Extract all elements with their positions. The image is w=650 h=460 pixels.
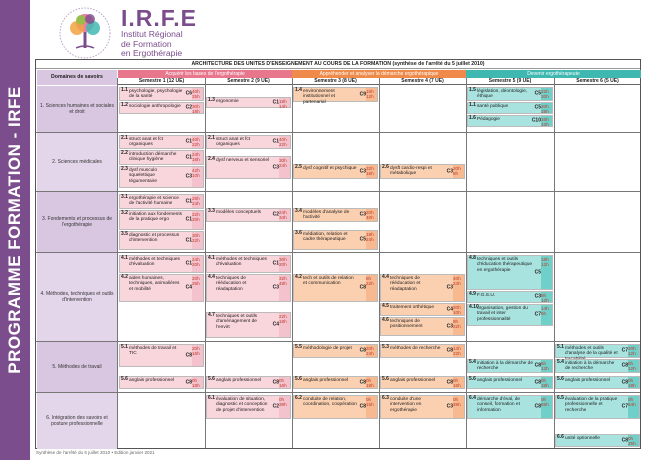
footer-note: Synthèse de l'arrêté du 5 juillet 2010 • Edition janvier 2021 xyxy=(36,450,155,455)
ue-cell xyxy=(119,150,204,165)
ue-competence-code: C2 xyxy=(185,104,192,111)
ue-title: anglais professionnel xyxy=(129,378,175,383)
ue-cell xyxy=(293,344,378,358)
ue-id: 3.1 xyxy=(121,194,128,200)
band-demarche: Appréhender et analyser la démarche ergothérapique xyxy=(292,70,466,78)
ue-hours: 30h 20h xyxy=(279,257,287,268)
ue-competence-code: C8 xyxy=(359,378,366,385)
ue-cell xyxy=(119,135,204,149)
row-separator xyxy=(36,191,640,192)
row-separator xyxy=(36,341,640,342)
ue-id: 1.4 xyxy=(295,87,302,93)
ue-cell xyxy=(293,376,378,389)
ue-title: méthodes de recherche xyxy=(390,346,441,351)
ue-competence-code: C8 xyxy=(359,284,366,291)
ue-hours: 16h 12h xyxy=(366,89,374,100)
ue-title: techniques de positionnement xyxy=(390,319,423,330)
ue-competence-code: C8 xyxy=(185,378,192,385)
ue-id: 5.1 xyxy=(121,344,128,350)
ue-title: méthodologie de projet xyxy=(303,346,352,351)
ue-competence-code: C2 xyxy=(272,211,279,218)
ue-cell xyxy=(467,291,553,303)
ue-title: struct anat et fct organiques xyxy=(129,137,164,148)
ue-cell xyxy=(555,376,640,389)
ue-cell xyxy=(380,274,465,302)
ue-id: 5.6 xyxy=(121,376,128,382)
ue-title: législation, déontologie, éthique xyxy=(477,89,528,100)
ue-id: 2.6 xyxy=(382,164,389,170)
ue-cell xyxy=(380,376,465,389)
ue-cell xyxy=(467,304,553,326)
ue-cell xyxy=(467,376,553,389)
ue-competence-code: C9 xyxy=(359,90,366,97)
ue-id: 1.2 xyxy=(121,102,128,108)
ue-cell xyxy=(555,395,640,419)
ue-hours: 22h 20h xyxy=(192,212,200,223)
ue-title: dysf nerveux et sensoriel xyxy=(216,158,270,163)
ue-cell xyxy=(555,344,640,358)
ue-id: 3.6 xyxy=(295,230,302,236)
ue-id: 4.7 xyxy=(208,312,215,318)
ue-hours: 14h 22h xyxy=(453,346,461,357)
ue-title: environnement institutionnel et partenarial xyxy=(303,89,335,105)
ue-competence-code: C3 xyxy=(185,173,192,180)
ue-title: sociologie anthropologie xyxy=(129,104,181,109)
ue-title: ergothérapie et science de l'activité humaine xyxy=(129,196,179,207)
ue-hours: 8h 12h xyxy=(628,361,636,372)
column-separator xyxy=(292,78,293,448)
ue-id: 5.5 xyxy=(295,344,302,350)
ue-cell xyxy=(119,166,204,188)
ue-title: traitement orthétique xyxy=(390,305,434,310)
ue-id: 6.5 xyxy=(557,395,564,401)
ue-cell xyxy=(293,395,378,419)
ue-hours: 32h 48h xyxy=(279,276,287,287)
ue-title: anglais professionnel xyxy=(565,378,611,383)
ue-competence-code: C8 xyxy=(534,403,541,410)
ue-hours: 8h 22h xyxy=(453,319,461,330)
ue-id: 3.3 xyxy=(208,208,215,214)
ue-cell xyxy=(380,317,465,336)
ue-hours: 0h 18h xyxy=(541,378,549,389)
row-separator xyxy=(36,132,640,133)
ue-title: initiation à la démarche de recherche xyxy=(477,361,533,372)
ue-cell xyxy=(119,255,204,273)
ue-cell xyxy=(206,135,291,149)
ue-cell xyxy=(206,312,291,338)
ue-id: 4.1 xyxy=(121,255,128,261)
ue-competence-code: C8 xyxy=(534,378,541,385)
semester-5-header: Semestre 5 (9 UE) xyxy=(466,78,554,85)
ue-id: 1.6 xyxy=(469,115,476,121)
ue-id: 3.2 xyxy=(121,210,128,216)
ue-hours: 20h 24h xyxy=(366,346,374,357)
semester-1-header: Semestre 1 (12 UE) xyxy=(118,78,205,85)
row-separator xyxy=(36,252,640,253)
ue-id: 4.4 xyxy=(382,274,389,280)
ue-competence-code: C1 xyxy=(185,216,192,223)
ue-competence-code: C1 xyxy=(185,260,192,267)
ue-id: 5.1 xyxy=(557,344,564,350)
ue-cell xyxy=(380,344,465,358)
ue-competence-code: C3 xyxy=(359,167,366,174)
ue-id: 2.1 xyxy=(208,135,215,141)
ue-cell xyxy=(467,87,553,101)
ue-competence-code: C4 xyxy=(446,305,453,312)
ue-title: modèles d'analyse de l'activité xyxy=(303,210,350,221)
ue-hours: 40h 24h xyxy=(453,276,461,287)
ue-competence-code: C3 xyxy=(446,284,453,291)
ue-competence-code: C10 xyxy=(531,117,541,124)
ue-cell xyxy=(119,376,204,389)
ue-hours: 40h 22h xyxy=(192,137,200,148)
ue-id: 1.1 xyxy=(121,87,128,93)
ue-hours: 42h 10h xyxy=(192,168,200,179)
tree-logo-icon xyxy=(58,6,112,60)
ue-competence-code: C5 xyxy=(534,268,541,275)
domains-header: Domaines de savoirs xyxy=(37,70,117,85)
ue-competence-code: C8 xyxy=(446,378,453,385)
ue-cell xyxy=(555,359,640,373)
ue-title: anglais professionnel xyxy=(216,378,262,383)
domain-2: 2. Sciences médicales xyxy=(37,133,117,191)
ue-hours: 0h 39h xyxy=(453,397,461,408)
ue-hours: 24h 16h xyxy=(192,152,200,163)
ue-title: tech et outils de relation et communication xyxy=(303,276,354,287)
ue-id: 4.8 xyxy=(469,255,476,261)
brand-line-3: en Ergothérapie xyxy=(121,48,183,58)
ue-hours: 16h 12h xyxy=(541,117,549,128)
ue-title: méthodes et outils d'analyse de la qualité et xyxy=(565,346,618,357)
ue-hours: 24h 20h xyxy=(192,257,200,268)
ue-competence-code: C1 xyxy=(185,236,192,243)
table-title: ARCHITECTURE DES UNITES D'ENSEIGNEMENT AU COURS DE LA FORMATION (synthèse de l'arrêté du 5 juillet 2010) xyxy=(36,60,640,69)
ue-id: 2.3 xyxy=(121,166,128,172)
ue-hours: 32h 16h xyxy=(366,166,374,177)
semester-3-header: Semestre 3 (8 UE) xyxy=(292,78,379,85)
ue-hours: 18h 24h xyxy=(366,232,374,243)
ue-title: méthodes de travail et TIC xyxy=(129,346,177,357)
ue-cell xyxy=(206,97,291,108)
ue-hours: 20h 10h xyxy=(453,305,461,316)
brand-line-2: de Formation xyxy=(121,38,172,49)
ue-competence-code: C7 xyxy=(621,403,628,410)
ue-id: 5.6 xyxy=(382,376,389,382)
ue-competence-code: C7 xyxy=(621,347,628,354)
ue-id: 2.2 xyxy=(121,150,128,156)
ue-competence-code: C5 xyxy=(534,104,541,111)
ue-competence-code: C3 xyxy=(534,293,541,300)
ue-id: 4.9 xyxy=(469,291,476,297)
brand-line-1: Institut Régional xyxy=(121,29,183,39)
vertical-title-band xyxy=(0,0,30,460)
column-separator xyxy=(379,78,380,448)
domain-6: 6. Intégration des savoirs et posture professionnelle xyxy=(37,393,117,449)
ue-hours: 0h 55h xyxy=(541,397,549,408)
ue-title: évaluation de situation, diagnostic et conception de projet d'intervention xyxy=(216,397,268,413)
ue-id: 2.5 xyxy=(295,164,302,170)
ue-competence-code: C1 xyxy=(272,98,279,105)
column-separator xyxy=(117,78,118,448)
ue-cell xyxy=(206,376,291,389)
ue-competence-code: C8 xyxy=(621,362,628,369)
ue-cell xyxy=(119,231,204,250)
ue-id: 4.2 xyxy=(121,274,128,280)
ue-title: unité optionnelle xyxy=(565,436,600,441)
band-bases: Acquérir les bases de l'ergothérapie xyxy=(118,70,292,78)
ue-title: psychologie, psychologie de la santé xyxy=(129,89,183,100)
ue-hours: 0h 18h xyxy=(366,378,374,389)
ue-title: dysf musculo squelettique tégumentaire xyxy=(129,168,157,184)
ue-competence-code: C4 xyxy=(272,321,279,328)
ue-hours: 40h 25h xyxy=(192,89,200,100)
ue-title: ergonomie xyxy=(216,99,239,104)
ue-id: 5.6 xyxy=(469,376,476,382)
ue-cell xyxy=(293,230,378,250)
ue-competence-code: C8 xyxy=(272,378,279,385)
ue-title: F.G.S.U. xyxy=(477,293,496,298)
ue-competence-code: C3 xyxy=(272,163,279,170)
ue-hours: 14h 6h xyxy=(541,306,549,317)
ue-title: anglais professionnel xyxy=(477,378,523,383)
ue-cell xyxy=(293,208,378,222)
row-separator xyxy=(36,392,640,393)
ue-title: aides humaines, techniques, animalières et mobilité xyxy=(129,276,180,292)
ue-title: modèles conceptuels xyxy=(216,210,262,215)
ue-hours: 20h 15h xyxy=(541,104,549,115)
ue-competence-code: C3 xyxy=(272,284,279,291)
ue-competence-code: C3 xyxy=(446,167,453,174)
ue-cell xyxy=(380,164,465,179)
ue-id: 4.6 xyxy=(382,317,389,323)
ue-id: 2.4 xyxy=(208,156,215,162)
ue-competence-code: C1 xyxy=(185,138,192,145)
domain-5: 5. Méthodes de travail xyxy=(37,342,117,392)
curriculum-table xyxy=(35,59,641,449)
ue-cell xyxy=(293,274,378,302)
ue-title: démarche d'éval, de conseil, formation et information xyxy=(477,397,521,413)
ue-id: 5.3 xyxy=(382,344,389,350)
ue-hours: 20h 16h xyxy=(192,346,200,357)
ue-title: anglais professionnel xyxy=(303,378,349,383)
ue-title: techniques et outils d'aménagement de l'envirt xyxy=(216,314,258,330)
ue-competence-code: C2 xyxy=(272,403,279,410)
ue-competence-code: C6 xyxy=(185,90,192,97)
ue-hours: 30h 22h xyxy=(192,233,200,244)
ue-id: 6.1 xyxy=(208,395,215,401)
ue-hours: 20h 12h xyxy=(628,346,636,357)
vertical-title: PROGRAMME FORMATION - IRFE xyxy=(5,86,24,374)
ue-title: techniques et outils d'éducation thérapeutique en ergothérapie xyxy=(477,257,533,273)
band-devenir: Devenir ergothérapeute xyxy=(466,70,641,78)
ue-cell xyxy=(555,434,640,447)
ue-hours: 0h 18h xyxy=(628,378,636,389)
ue-hours: 0h 25h xyxy=(628,436,636,447)
domain-3: 3. Fondements et processus de l'ergothérapie xyxy=(37,192,117,252)
ue-hours: 18h 12h xyxy=(541,257,549,268)
ue-title: conduite d'une intervention en ergothérapie xyxy=(390,397,422,413)
ue-hours: 40h 22h xyxy=(279,137,287,148)
ue-hours: 0h 16h xyxy=(453,378,461,389)
ue-cell xyxy=(206,255,291,273)
ue-id: 6.3 xyxy=(382,395,389,401)
ue-cell xyxy=(467,395,553,419)
ue-id: 6.2 xyxy=(295,395,302,401)
domain-1: 1. Sciences humaines et sociales et droit xyxy=(37,86,117,132)
ue-title: évaluation de la pratique professionnelle et recherche xyxy=(565,397,618,413)
ue-cell xyxy=(119,344,204,367)
ue-hours: 8h 22h xyxy=(366,276,374,287)
ue-hours: 20h 40h xyxy=(366,210,374,221)
ue-cell xyxy=(467,359,553,373)
ue-cell xyxy=(467,115,553,127)
ue-title: médiation, relation et cadre thérapeutique xyxy=(303,232,348,243)
ue-competence-code: C4 xyxy=(185,284,192,291)
ue-competence-code: C8 xyxy=(185,351,192,358)
ue-cell xyxy=(119,87,204,101)
ue-cell xyxy=(119,210,204,230)
ue-hours: 18h 14h xyxy=(279,99,287,110)
ue-title: santé publique xyxy=(477,104,509,109)
ue-id: 6.4 xyxy=(469,395,476,401)
ue-title: initiation à la démarche de recherche xyxy=(565,361,615,372)
ue-competence-code: C3 xyxy=(446,322,453,329)
ue-competence-code: C1 xyxy=(272,260,279,267)
ue-cell xyxy=(206,274,291,302)
ue-title: méthodes et techniques d'évaluation xyxy=(129,257,180,268)
ue-hours: 0h 15h xyxy=(366,397,374,408)
ue-title: organisation, gestion du travail et inter professionnalité xyxy=(477,306,528,322)
ue-hours: 30h 18h xyxy=(192,104,200,115)
ue-id: 3.4 xyxy=(295,208,302,214)
semester-2-header: Semestre 2 (9 UE) xyxy=(205,78,292,85)
brand-acronym: I.R.F.E xyxy=(121,5,198,31)
semester-6-header: Semestre 6 (5 UE) xyxy=(554,78,641,85)
ue-cell xyxy=(206,395,291,419)
ue-hours: 0h 18h xyxy=(192,378,200,389)
ue-id: 5.6 xyxy=(208,376,215,382)
ue-cell xyxy=(467,255,553,290)
ue-title: introduction démarche clinique hygiène xyxy=(129,152,177,163)
ue-title: techniques de rééducation et réadaptation xyxy=(390,276,421,292)
ue-cell xyxy=(293,164,378,179)
ue-title: techniques de rééducation et réadaptation xyxy=(216,276,247,292)
ue-competence-code: C1 xyxy=(185,197,192,204)
ue-title: Pédagogie xyxy=(477,117,500,122)
ue-id: 4.5 xyxy=(382,303,389,309)
ue-title: anglais professionnel xyxy=(390,378,436,383)
ue-id: 5.4 xyxy=(469,359,476,365)
ue-id: 1.5 xyxy=(469,87,476,93)
ue-hours: 30h 24h xyxy=(279,158,287,169)
ue-competence-code: C8 xyxy=(621,436,628,443)
ue-id: 5.4 xyxy=(557,359,564,365)
ue-id: 1.1 xyxy=(469,102,476,108)
ue-cell xyxy=(119,194,204,209)
ue-id: 5.6 xyxy=(295,376,302,382)
ue-cell xyxy=(380,303,465,316)
ue-hours: 22h 18h xyxy=(279,314,287,325)
ue-hours: 0h 16h xyxy=(279,378,287,389)
ue-competence-code: C7 xyxy=(534,311,541,318)
brand-block xyxy=(121,6,197,59)
column-separator xyxy=(554,78,555,448)
ue-competence-code: C8 xyxy=(534,362,541,369)
ue-hours: 22h 20h xyxy=(541,89,549,100)
ue-cell xyxy=(380,395,465,419)
ue-cell xyxy=(119,102,204,114)
ue-cell xyxy=(467,102,553,114)
ue-hours: 0h 54h xyxy=(628,397,636,408)
ue-cell xyxy=(293,87,378,105)
ue-id: 1.3 xyxy=(208,97,215,103)
ue-competence-code: C8 xyxy=(446,347,453,354)
ue-hours: 6h 12h xyxy=(541,361,549,372)
ue-hours: 24h 34h xyxy=(279,210,287,221)
ue-title: dysf cognitif et psychique xyxy=(303,166,357,171)
domain-4: 4. Méthodes, techniques et outils d'intervention xyxy=(37,253,117,341)
ue-id: 4.4 xyxy=(208,274,215,280)
ue-title: struct anat et fct organiques xyxy=(216,137,251,148)
ue-hours: 20h 26h xyxy=(192,276,200,287)
ue-competence-code: C3 xyxy=(446,403,453,410)
ue-id: 2.1 xyxy=(121,135,128,141)
ue-competence-code: C1 xyxy=(272,138,279,145)
ue-id: 4.2 xyxy=(295,274,302,280)
ue-competence-code: C8 xyxy=(359,403,366,410)
ue-id: 4.10 xyxy=(469,304,479,310)
ue-cell xyxy=(206,156,291,179)
ue-competence-code: C5 xyxy=(359,236,366,243)
ue-id: 3.5 xyxy=(121,231,128,237)
ue-hours: 26h 24h xyxy=(192,196,200,207)
ue-title: méthodes et techniques d'évaluation xyxy=(216,257,267,268)
ue-competence-code: C3 xyxy=(359,211,366,218)
ue-hours: 0h 39h xyxy=(279,397,287,408)
ue-title: initiation aux fondements de la pratique ergo xyxy=(129,212,183,223)
ue-competence-code: C5 xyxy=(534,90,541,97)
ue-competence-code: C8 xyxy=(621,378,628,385)
ue-competence-code: C8 xyxy=(359,347,366,354)
semester-4-header: Semestre 4 (7 UE) xyxy=(379,78,466,85)
ue-id: 6.6 xyxy=(557,434,564,440)
ue-cell xyxy=(119,274,204,302)
ue-id: 4.1 xyxy=(208,255,215,261)
ue-title: diagnostic et processus d'intervention xyxy=(129,233,180,244)
ue-competence-code: C1 xyxy=(185,153,192,160)
ue-cell xyxy=(206,208,291,222)
ue-title: dysft cardio-respi et métabolique xyxy=(390,166,432,177)
ue-hours: 20h 8h xyxy=(453,166,461,177)
ue-id: 5.6 xyxy=(557,376,564,382)
ue-hours: 8h 12h xyxy=(541,293,549,304)
ue-title: conduite de relation, coordination, coopération xyxy=(303,397,357,408)
